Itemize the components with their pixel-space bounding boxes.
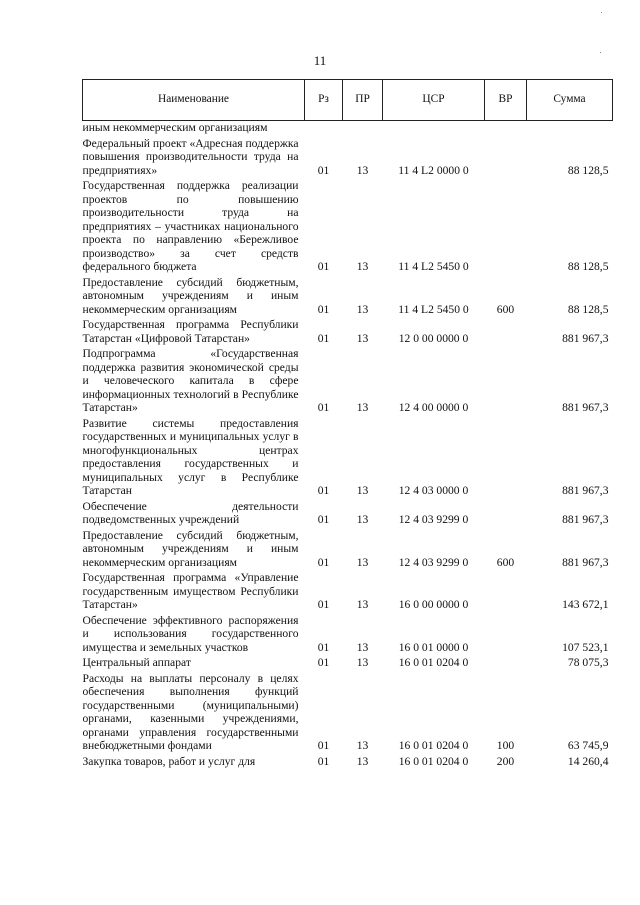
row-sum: 107 523,1	[562, 640, 609, 654]
row-sum: 78 075,3	[567, 656, 609, 669]
row-rz: 01	[317, 513, 330, 526]
row-csr: 12 4 00 0000 0	[398, 401, 469, 414]
row-name: иным некоммерческим организациям	[82, 121, 268, 134]
row-pr: 13	[356, 739, 369, 752]
table-body	[83, 121, 613, 771]
row-vr	[485, 614, 527, 657]
row-pr: 13	[356, 598, 369, 611]
row-vr	[485, 500, 527, 529]
row-csr: 16 0 01 0000 0	[398, 640, 469, 654]
row-vr	[485, 179, 527, 276]
row-sum: 881 967,3	[562, 401, 609, 414]
row-pr: 13	[356, 640, 369, 654]
row-pr: 13	[356, 754, 369, 768]
row-name: Обеспечение эффективного распоряжения и использования государственного имущества и земельных участков	[82, 613, 299, 654]
row-name: Расходы на выплаты персоналу в целях обеспечения выполнения функций государственными (муниципальными) органами, казенными учреждениями, органами управления государственными внебюджетными фондами	[82, 671, 299, 752]
row-rz: 01	[317, 331, 330, 345]
row-pr: 13	[356, 656, 369, 669]
table-row	[83, 137, 613, 180]
row-rz: 01	[317, 754, 330, 768]
table-row	[83, 571, 613, 614]
row-sum: 88 128,5	[567, 163, 609, 177]
row-csr: 12 4 03 9299 0	[398, 513, 469, 526]
table-row	[83, 121, 613, 137]
column-header-csr: ЦСР	[383, 80, 485, 121]
row-sum: 881 967,3	[562, 513, 609, 526]
header-row	[83, 80, 613, 121]
row-pr: 13	[356, 401, 369, 414]
row-pr: 13	[356, 331, 369, 345]
row-rz: 01	[317, 739, 330, 752]
table-row	[83, 417, 613, 500]
row-csr: 16 0 01 0204 0	[398, 739, 469, 752]
row-name: Обеспечение деятельности подведомственных учреждений	[82, 499, 299, 526]
table-header	[83, 80, 613, 121]
table-row	[83, 500, 613, 529]
table-row	[83, 179, 613, 276]
column-header-rz: Рз	[305, 80, 343, 121]
scan-speck	[600, 52, 601, 53]
row-vr	[485, 347, 527, 417]
row-name: Предоставление субсидий бюджетным, автономным учреждениям и иным некоммерческим организациям	[82, 528, 299, 569]
row-sum: 881 967,3	[562, 484, 609, 497]
row-csr: 12 0 00 0000 0	[398, 331, 469, 345]
row-name: Подпрограмма «Государственная поддержка развития экономической среды и человеческого капитала в сфере информационных технологий в Республике Татарстан»	[82, 347, 299, 414]
row-vr: 600	[496, 555, 515, 569]
column-header-sum: Сумма	[527, 80, 613, 121]
row-pr	[343, 121, 383, 137]
row-rz: 01	[317, 555, 330, 569]
row-rz: 01	[317, 163, 330, 177]
row-pr: 13	[356, 302, 369, 316]
row-pr: 13	[356, 484, 369, 497]
row-rz: 01	[317, 484, 330, 497]
column-header-pr: ПР	[343, 80, 383, 121]
row-vr	[485, 656, 527, 672]
row-rz	[305, 121, 343, 137]
row-rz: 01	[317, 598, 330, 611]
row-sum: 88 128,5	[567, 260, 609, 273]
row-name: Развитие системы предоставления государственных и муниципальных услуг в многофункциональных центрах предоставления государственных и муниципальных услуг в Республике Татарстан	[82, 416, 299, 497]
row-vr	[485, 318, 527, 347]
row-csr	[383, 121, 485, 137]
row-sum: 881 967,3	[562, 331, 609, 345]
row-sum	[527, 121, 613, 137]
table-row	[83, 347, 613, 417]
table-row	[83, 656, 613, 672]
row-sum: 14 260,4	[567, 754, 609, 768]
row-pr: 13	[356, 513, 369, 526]
row-name: Предоставление субсидий бюджетным, автономным учреждениям и иным некоммерческим организациям	[82, 275, 299, 316]
page-number: 11	[313, 53, 327, 68]
table-row	[83, 276, 613, 319]
row-vr	[485, 137, 527, 180]
row-name: Центральный аппарат	[82, 656, 191, 669]
table-row	[83, 672, 613, 755]
row-sum: 88 128,5	[567, 302, 609, 316]
row-name: Закупка товаров, работ и услуг для	[82, 754, 256, 768]
row-pr: 13	[356, 555, 369, 569]
row-vr: 100	[496, 739, 515, 752]
column-header-vr: ВР	[485, 80, 527, 121]
row-vr: 600	[496, 302, 515, 316]
row-csr: 16 0 00 0000 0	[398, 598, 469, 611]
column-header-name: Наименование	[83, 80, 305, 121]
row-name: Государственная программа «Управление государственным имуществом Республики Татарстан»	[82, 571, 299, 611]
row-csr: 11 4 L2 0000 0	[398, 163, 469, 177]
row-sum: 881 967,3	[562, 555, 609, 569]
table-row	[83, 318, 613, 347]
row-vr	[485, 121, 527, 137]
row-vr: 200	[496, 754, 515, 768]
budget-table	[82, 79, 613, 770]
table-row	[83, 614, 613, 657]
row-rz: 01	[317, 401, 330, 414]
table-row	[83, 529, 613, 572]
row-rz: 01	[317, 640, 330, 654]
row-pr: 13	[356, 260, 369, 273]
row-csr: 12 4 03 9299 0	[398, 555, 469, 569]
row-csr: 11 4 L2 5450 0	[398, 302, 469, 316]
row-name: Федеральный проект «Адресная поддержка повышения производительности труда на предприятиях»	[82, 136, 299, 177]
row-csr: 11 4 L2 5450 0	[398, 260, 469, 273]
row-name: Государственная поддержка реализации проектов по повышению производительности труда на предприятиях – участниках национального проекта по направлению «Бережливое производство» за счет средств федерального бюджета	[82, 179, 299, 273]
row-rz: 01	[317, 302, 330, 316]
row-csr: 16 0 01 0204 0	[398, 656, 469, 669]
row-sum: 63 745,9	[567, 739, 609, 752]
row-csr: 16 0 01 0204 0	[398, 754, 469, 768]
scan-speck	[601, 12, 602, 13]
row-vr	[485, 571, 527, 614]
row-rz: 01	[317, 260, 330, 273]
row-pr: 13	[356, 163, 369, 177]
row-vr	[485, 417, 527, 500]
row-name: Государственная программа Республики Татарстан «Цифровой Татарстан»	[82, 318, 299, 345]
row-csr: 12 4 03 0000 0	[398, 484, 469, 497]
table-row	[83, 755, 613, 771]
row-rz: 01	[317, 656, 330, 669]
row-sum: 143 672,1	[562, 598, 609, 611]
